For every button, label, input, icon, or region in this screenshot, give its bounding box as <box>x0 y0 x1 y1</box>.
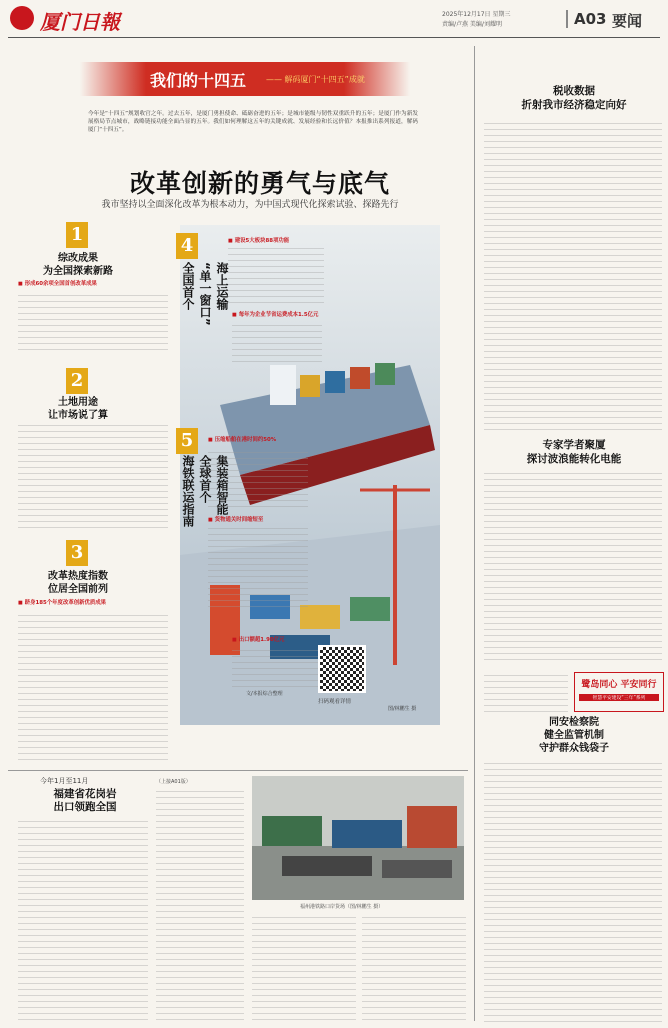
right-article-1-title: 税收数据 折射我市经济稳定向好 <box>521 85 627 111</box>
callout-4: ■ 货物通关时间缩短至 <box>208 517 263 524</box>
section-4-title-text: 海上运输 “单一窗口” 全国首个 <box>181 262 229 326</box>
masthead <box>0 0 668 38</box>
rail-yard-graphic <box>252 776 464 900</box>
main-headline: 改革创新的勇气与底气 <box>129 169 390 198</box>
article-credit: 文/本报综合整理 <box>246 691 283 697</box>
bottom-section-rule <box>8 770 468 771</box>
bottom-left-body <box>18 820 148 1020</box>
photo-caption: 福州港铁路口岸货场（图/林鹏生 摄） <box>300 904 384 910</box>
section-1-tag: ■ 形成60余项全国首创改革成果 <box>18 281 97 288</box>
right-article-4-body <box>484 760 662 1022</box>
callout-1-body <box>228 247 324 303</box>
bottom-continued-ref: （上接A01版） <box>156 779 191 785</box>
right-article-3-lead <box>484 672 568 712</box>
section-name: 要闻 <box>612 12 643 30</box>
section-3-number: 3 <box>66 540 88 566</box>
callout-2: ■ 每年为企业节省运费成本1.5亿元 <box>232 312 318 319</box>
issue-date: 2025年12月17日 星期三 <box>442 11 511 18</box>
qr-code[interactable] <box>318 645 366 693</box>
safety-badge <box>574 672 664 712</box>
right-article-2-title: 专家学者聚厦 探讨波浪能转化电能 <box>526 439 622 465</box>
qr-caption: 扫码观看详情 <box>318 699 352 705</box>
bottom-right-body-2 <box>362 912 466 1020</box>
right-column-divider <box>474 46 475 1021</box>
brand-title: 厦门日報 <box>40 10 120 34</box>
bottom-headline: 福建省花岗岩 出口领跑全国 <box>53 788 117 813</box>
safety-badge-title: 鹭岛同心 平安同行 <box>581 680 657 690</box>
photo-credit: 图/林鹏生 摄 <box>388 706 417 712</box>
bottom-right-body-1 <box>252 912 356 1020</box>
bottom-kicker: 今年1月至11月 <box>40 777 89 785</box>
intro-paragraph: 今年是“十四五”规划收官之年。过去五年，是厦门勇担使命、砥砺奋进的五年；是城市能级与韧性双重跃升的五年；是厦门作为新发展格局节点城市，战略链接功能全面凸显的五年。我们如何理解这五年的关键成就、发展经验和长远价值？本报推出系列报道，解码厦门“十四五”。 <box>88 111 418 133</box>
callout-5: ■ 出口额超1.90亿元 <box>232 637 284 644</box>
masthead-rule <box>8 37 660 38</box>
section-3-body <box>18 610 168 760</box>
page-number: A03 <box>566 10 606 28</box>
section-2-number: 2 <box>66 368 88 394</box>
section-2-title: 土地用途 让市场说了算 <box>48 397 108 421</box>
banner-title: 我们的十四五 <box>150 71 247 90</box>
right-article-2-body <box>484 470 662 660</box>
banner-subtitle: —— 解码厦门“十四五”成就 <box>266 75 365 84</box>
callout-5-body <box>232 647 322 687</box>
section-3-title: 改革热度指数 位居全国前列 <box>48 571 108 595</box>
right-article-4-title: 同安检察院 健全监管机制 守护群众钱袋子 <box>539 717 609 754</box>
callout-3-body <box>208 447 308 507</box>
section-5-number: 5 <box>176 428 198 454</box>
section-3-tag: ■ 跻身185个年度改革创新优质成果 <box>18 600 106 607</box>
section-1-number: 1 <box>66 222 88 248</box>
section-2-body <box>18 424 168 528</box>
editor-line: 责编/卢燕 美编/刘耀明 <box>442 21 502 28</box>
callout-4-body <box>208 527 308 607</box>
safety-badge-sub: 智慧平安建设“三年”系列 <box>579 694 659 701</box>
callout-1: ■ 建设5大板块88项功能 <box>228 238 289 245</box>
right-article-1-body <box>484 118 662 430</box>
section-1-title: 综改成果 为全国探索新路 <box>43 253 113 277</box>
section-1-body <box>18 290 168 350</box>
section-4-title <box>180 262 231 352</box>
main-subheadline: 我市坚持以全面深化改革为根本动力，为中国式现代化探索试验、探路先行 <box>101 200 399 210</box>
section-5-title-text: 集装箱智能 全球首个 海铁联运指南 <box>181 455 229 527</box>
series-banner <box>80 62 410 96</box>
section-4-number: 4 <box>176 233 198 259</box>
callout-3: ■ 压缩船舶在港时间约50% <box>208 437 276 444</box>
seal-logo <box>10 6 34 30</box>
rail-yard-photo <box>252 776 464 900</box>
bottom-mid-body <box>156 786 244 1020</box>
callout-2-body <box>232 322 322 362</box>
